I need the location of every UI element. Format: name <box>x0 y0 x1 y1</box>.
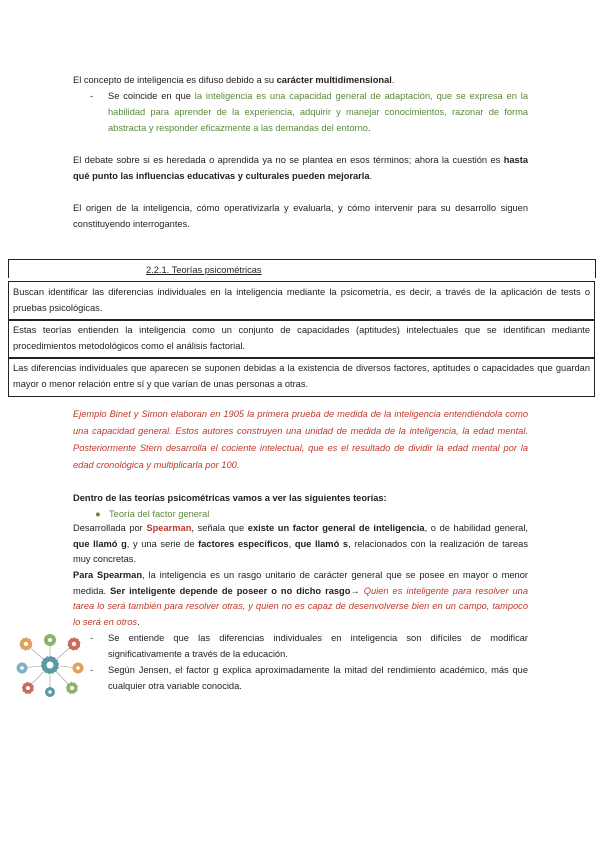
green-text: la inteligencia es una capacidad general de adaptación, que se expresa en la habilidad para aprender de la experiencia, adquirir y manejar conocimientos, razonar de forma abstracta y responder eficazmente a las demandas del entorno <box>108 91 528 133</box>
dash-marker: - <box>90 665 94 675</box>
bullet-label: Teoría del factor general <box>109 509 210 519</box>
example-paragraph: Ejemplo Binet y Simon elaboran en 1905 la primera prueba de medida de la inteligencia entendiéndola como una capacidad general. Estos autores construyen una unidad de medida de la inteligencia, la edad mental. Posteriormente Stern desarrolla el cociente intelectual, que es el resultado de dividir la edad mental por la edad cronológica y multiplicarla por 100. <box>73 409 528 470</box>
bold-text: carácter multidimensional <box>276 75 392 85</box>
spearman-name: Spearman <box>146 523 192 533</box>
spearman-paragraph: Desarrollada por Spearman, señala que existe un factor general de inteligencia, o de habilidad general, que llamó g, y una serie de factores específicos, que llamó s, relacionados con la realización de tareas muy concretas. <box>73 523 529 565</box>
bold-text: hasta qué punto las influencias educativas y culturales pueden mejorarla <box>73 155 528 181</box>
bullet-dot: ● <box>95 509 101 519</box>
text-run: El concepto de inteligencia es difuso debido a su <box>73 75 277 85</box>
dash-text: Se coincide en que la inteligencia es una capacidad general de adaptación, que se expresa en la habilidad para aprender de la experiencia, adquirir y manejar conocimientos, razonar de forma abstracta y responder eficazmente a las demandas del entorno. <box>108 91 528 133</box>
gears-network-icon <box>14 632 86 698</box>
intro-paragraph-3: El origen de la inteligencia, cómo operativizarla y evaluarla, y cómo intervenir para su desarrollo siguen constituyendo interrogantes. <box>73 203 528 229</box>
red-italic-text: Quien es inteligente para resolver una tarea lo será también para resolver otras, y quien no es capaz de desenvolverse bien en un campo, tampoco lo será en otros <box>73 585 528 627</box>
bullet-item-general-factor <box>95 506 209 522</box>
theories-intro: Dentro de las teorías psicométricas vamos a ver las siguientes teorías: <box>73 493 387 503</box>
intro-paragraph-2: El debate sobre si es heredada o aprendida ya no se plantea en esos términos; ahora la cuestión es hasta qué punto las influencias educativas y culturales pueden mejorarla. <box>73 155 528 181</box>
section-heading-box <box>8 259 596 278</box>
text-run: . <box>391 75 395 85</box>
dash-item-jensen: - Según Jensen, el factor g explica aproximadamente la mitad del rendimiento académico, más que cualquier otra variable conocida. <box>90 665 528 691</box>
dash-marker: - <box>90 91 94 101</box>
spearman-paragraph-2: Para Spearman, la inteligencia es un rasgo unitario de carácter general que se posee en mayor o menor medida. Ser inteligente depende de poseer o no dicho rasgo→ Quien es inteligente para resolver una tarea lo será también para resolver otras, y quien no es capaz de desenvolverse bien en un campo, tampoco lo será en otros. <box>73 570 528 627</box>
definition-box-3: Las diferencias individuales que aparecen se suponen debidas a la existencia de diversos factores, aptitudes o capacidades que guardan mayor o menor relación entre sí y que varían de unas personas a otras. <box>8 357 595 397</box>
definition-box-2: Estas teorías entienden la inteligencia como un conjunto de capacidades (aptitudes) intelectuales que se identifican mediante procedimientos metodológicos como el análisis factorial. <box>8 319 595 359</box>
dash-item-education: - Se entiende que las diferencias individuales en inteligencia son difíciles de modificar significativamente a través de la educación. <box>90 633 528 659</box>
section-heading: 2.2.1. Teorías psicométricas <box>146 265 262 275</box>
dash-marker: - <box>90 633 94 643</box>
intro-paragraph-1 <box>73 72 528 88</box>
definition-box-1: Buscan identificar las diferencias individuales en la inteligencia mediante la psicometría, es decir, a través de la aplicación de tests o pruebas psicológicas. <box>8 281 595 321</box>
dash-item-adaptation <box>91 88 528 136</box>
